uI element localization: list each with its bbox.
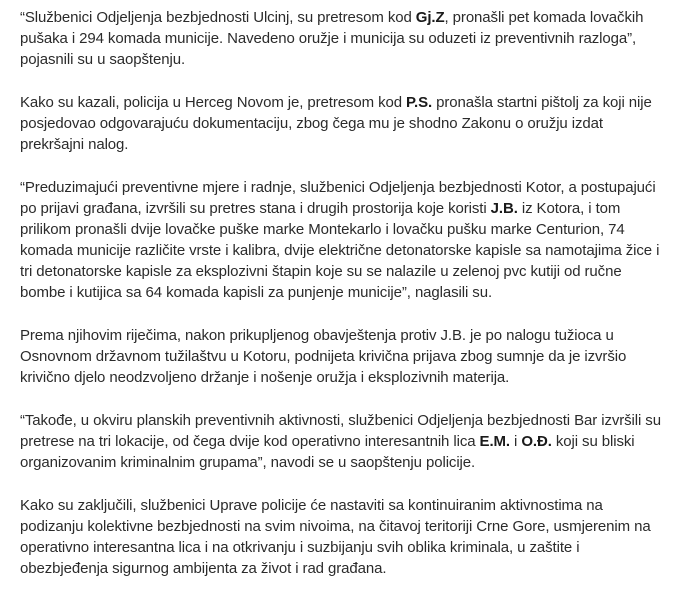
suspect-initials: J.B. [490,200,518,217]
paragraph-conclusion [20,495,670,579]
text-segment: “Preduzimajući preventivne mjere i radnje, službenici Odjeljenja bezbjednosti Kotor, a postupajući po prijavi građana, izvršili su pretres stana i drugih prostorija koje koristi [20,179,656,217]
text-segment: Kako su kazali, policija u Herceg Novom je, pretresom kod [20,94,407,111]
text-segment: pronašla startni pištolj za koji nije posjedovao odgovarajuću dokumentaciju, zbog čega mu je shodno Zakonu o oružju izdat prekršajni nalog. [20,94,652,153]
article-body [20,7,670,601]
text-segment: Prema njihovim riječima, nakon prikupljenog obavještenja protiv J.B. je po nalogu tužioca u Osnovnom državnom tužilaštvu u Kotoru, podnijeta krivična prijava zbog sumnje da je izvršio krivično djelo neodzvoljeno držanje i nošenje oružja i eksplozivnih materija. [20,327,627,386]
text-segment: “Takođe, u okviru planskih preventivnih aktivnosti, službenici Odjeljenja bezbjednosti Bar izvršili su pretrese na tri lokacije, od čega dvije kod operativno interesantnih lica [20,412,661,450]
suspect-initials: O.Đ. [521,433,552,450]
suspect-initials: Gj.Z [415,9,445,26]
text-segment: , pronašli pet komada lovačkih pušaka i 294 komada municije. Navedeno oružje i municija su oduzeti iz preventivnih razloga”, pojasnili su u saopštenju. [20,9,644,68]
text-segment: koji su bliski organizovanim kriminalnim grupama”, navodi se u saopštenju policije. [20,433,635,471]
suspect-initials: P.S. [406,94,433,111]
paragraph-ulcinj [20,7,670,70]
text-segment: i [509,433,522,450]
text-segment: Kako su zaključili, službenici Uprave policije će nastaviti sa kontinuiranim aktivnostima na podizanju kolektivne bezbjednosti na svim nivoima, na čitavoj teritoriji Crne Gore, usmjerenim na operativno interesantna lica i na otkrivanju i suzbijanju svih oblika kriminala, u zaštite i obezbjeđenja sigurnog ambijenta za život i rad građana. [20,497,651,577]
paragraph-herceg-novi [20,92,670,155]
text-segment: iz Kotora, i tom prilikom pronašli dvije lovačke puške marke Montekarlo i lovačku pušku marke Centurion, 74 komada municije različite vrste i kalibra, dvije električne detonatorske kapisle sa namotajima žice i tri detonatorske kapisle za eksplozivni štapin koje su se nalazile u zelenoj pvc kutiji od ručne bombe i kutijica sa 64 komada kapisli za punjenje municije”, naglasili su. [20,200,660,301]
suspect-initials: E.M. [479,433,510,450]
paragraph-bar [20,410,670,473]
text-segment: “Službenici Odjeljenja bezbjednosti Ulcinj, su pretresom kod [20,9,416,26]
paragraph-criminal-report [20,325,670,388]
paragraph-kotor [20,177,670,303]
